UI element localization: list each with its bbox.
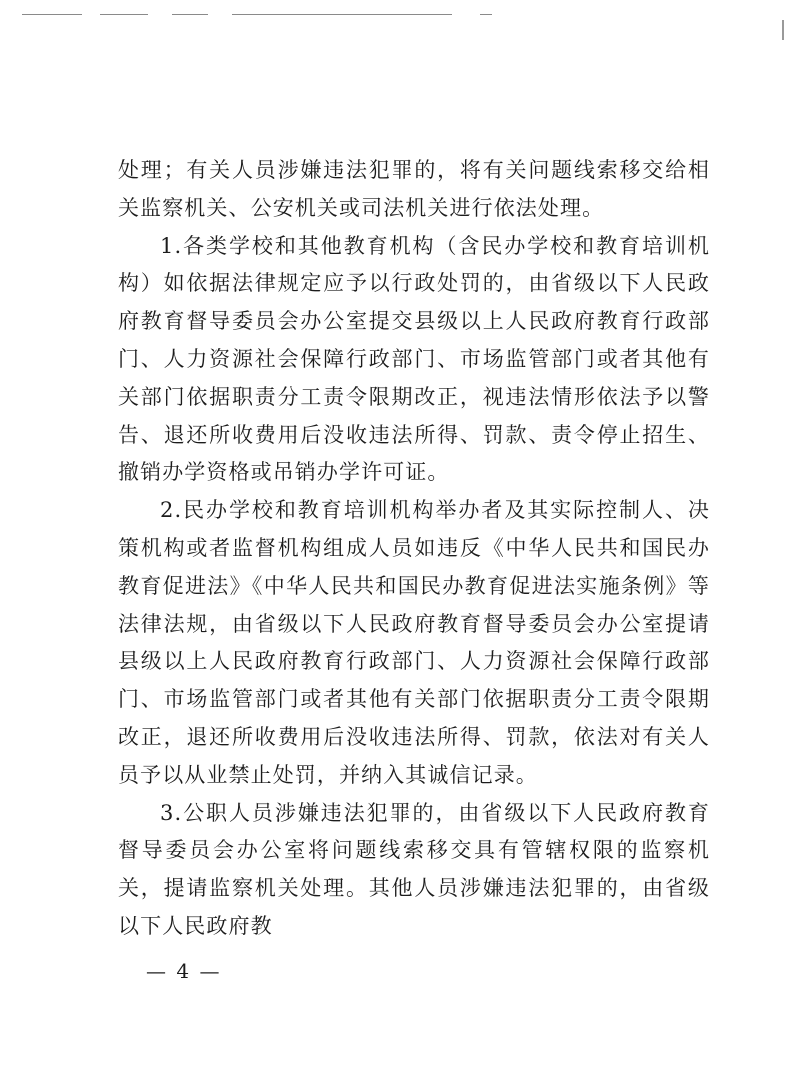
scan-mark <box>22 14 82 15</box>
scan-mark <box>480 14 492 15</box>
scan-mark <box>232 14 452 15</box>
scan-edge-mark <box>782 20 784 40</box>
scan-mark <box>100 14 148 15</box>
scan-top-edge <box>0 0 794 22</box>
document-body <box>118 152 710 946</box>
page-number: — 4 — <box>146 959 222 983</box>
paragraph-item-2: 2.民办学校和教育培训机构举办者及其实际控制人、决策机构或者监督机构组成人员如违反《中华人民共和国民办教育促进法》《中华人民共和国民办教育促进法实施条例》等法律法规，由省级以下人民政府教育督导委员会办公室提请县级以上人民政府教育行政部门、人力资源社会保障行政部门、市场监管部门或者其他有关部门依据职责分工责令限期改正，退还所收费用后没收违法所得、罚款，依法对有关人员予以从业禁止处罚，并纳入其诚信记录。 <box>118 498 710 787</box>
paragraph-item-1: 1.各类学校和其他教育机构（含民办学校和教育培训机构）如依据法律规定应予以行政处罚的，由省级以下人民政府教育督导委员会办公室提交县级以上人民政府教育行政部门、人力资源社会保障行政部门、市场监管部门或者其他有关部门依据职责分工责令限期改正，视违法情形依法予以警告、退还所收费用后没收违法所得、罚款、责令停止招生、撤销办学资格或吊销办学许可证。 <box>118 233 710 485</box>
scan-mark <box>172 14 208 15</box>
paragraph-item-3: 3.公职人员涉嫌违法犯罪的，由省级以下人民政府教育督导委员会办公室将问题线索移交具有管辖权限的监察机关，提请监察机关处理。其他人员涉嫌违法犯罪的，由省级以下人民政府教 <box>118 800 710 938</box>
paragraph-continuation: 处理；有关人员涉嫌违法犯罪的，将有关问题线索移交给相关监察机关、公安机关或司法机关进行依法处理。 <box>118 158 710 220</box>
